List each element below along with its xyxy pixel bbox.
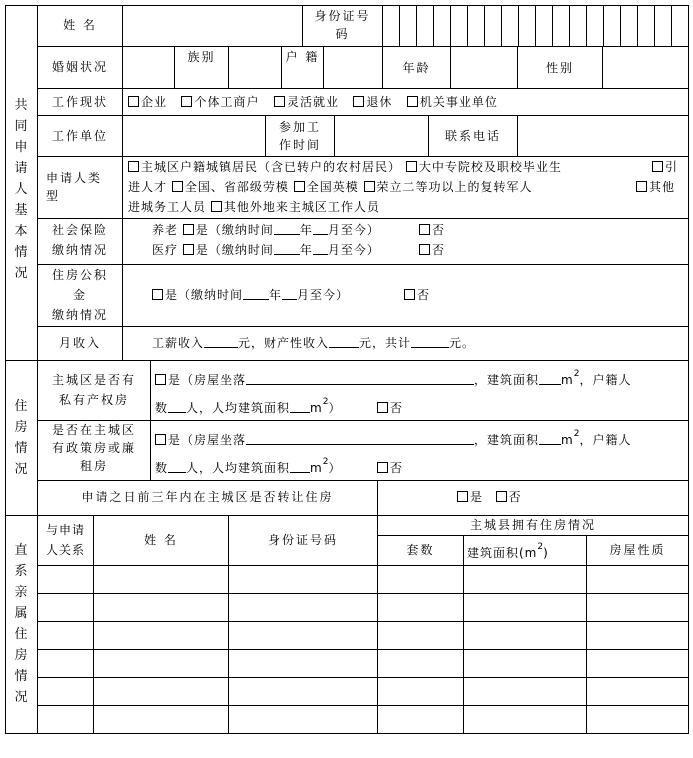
id-number-field[interactable] — [383, 6, 687, 45]
name-cell[interactable] — [94, 706, 227, 732]
checkbox-icon[interactable] — [183, 244, 194, 255]
checkbox-icon[interactable] — [183, 224, 194, 235]
salary-income-input[interactable] — [204, 335, 238, 348]
medical-no[interactable]: 否 — [419, 240, 446, 260]
checkbox-icon[interactable] — [496, 491, 507, 502]
policy-housing-no[interactable]: 否 — [377, 458, 404, 478]
employer-field[interactable] — [123, 116, 264, 155]
checkbox-icon[interactable] — [377, 462, 388, 473]
marital-field[interactable] — [123, 47, 173, 87]
policy-housing-label-line1: 是否在主城区 — [51, 423, 136, 437]
id-cell[interactable] — [229, 622, 376, 648]
private-property-label-line1: 主城区是否有 — [51, 373, 136, 387]
name-cell[interactable] — [94, 622, 227, 648]
id-label-line1: 身份证号 — [314, 9, 371, 23]
checkbox-icon[interactable] — [353, 96, 364, 107]
medical-line: 医疗 是（缴纳时间 年 月至今） — [152, 243, 380, 257]
social-insurance-label-line2: 缴纳情况 — [51, 243, 108, 257]
relation-cell[interactable] — [38, 622, 92, 648]
id-cell[interactable] — [229, 678, 376, 704]
employment-label: 工作现状 — [51, 95, 108, 109]
col-relation-line1: 与申请 — [45, 523, 85, 537]
checkbox-icon[interactable] — [404, 289, 415, 300]
section-relatives-title: 直系亲属住房情况 — [14, 543, 28, 705]
housing-fund-label-line1: 住房公积 — [51, 268, 108, 282]
nature-cell[interactable] — [587, 650, 687, 676]
units-cell[interactable] — [378, 622, 462, 648]
relation-cell[interactable] — [38, 678, 92, 704]
employment-option[interactable]: 企业 — [128, 95, 167, 109]
social-insurance-label-line1: 社会保险 — [51, 223, 108, 237]
applicant-type-line1 — [128, 157, 562, 177]
hukou-label: 户 籍 — [285, 50, 320, 64]
id-cell[interactable] — [229, 594, 376, 620]
policy-housing-line2: 数 人，人均建筑面积 $m^2$） — [155, 457, 342, 475]
col-name: 姓 名 — [144, 533, 178, 547]
checkbox-icon[interactable] — [155, 434, 166, 445]
col-units: 套数 — [406, 543, 435, 557]
id-cell[interactable] — [229, 706, 376, 732]
income-label: 月收入 — [58, 336, 101, 350]
col-nature: 房屋性质 — [609, 543, 666, 557]
employment-options — [128, 92, 498, 112]
col-group-header: 主城县拥有住房情况 — [469, 518, 596, 532]
employer-label: 工作单位 — [51, 129, 108, 143]
housing-fund-label-line3: 缴纳情况 — [51, 308, 108, 322]
checkbox-icon[interactable] — [636, 181, 647, 192]
ethnic-label: 族别 — [187, 50, 216, 64]
name-cell[interactable] — [94, 566, 227, 592]
age-label: 年龄 — [402, 61, 431, 75]
age-field[interactable] — [451, 47, 516, 87]
name-cell[interactable] — [94, 594, 227, 620]
checkbox-icon[interactable] — [128, 161, 139, 172]
units-cell[interactable] — [378, 650, 462, 676]
phone-label: 联系电话 — [444, 129, 501, 143]
transfer-no[interactable]: 否 — [496, 490, 523, 504]
id-cell[interactable] — [229, 566, 376, 592]
private-property-label-line2: 私有产权房 — [58, 393, 129, 407]
nature-cell[interactable] — [587, 594, 687, 620]
relation-cell[interactable] — [38, 650, 92, 676]
pension-line: 养老 是（缴纳时间 年 月至今） — [152, 223, 380, 237]
name-cell[interactable] — [94, 678, 227, 704]
checkbox-icon[interactable] — [172, 181, 183, 192]
policy-housing-label-line3: 租房 — [79, 459, 108, 473]
nature-cell[interactable] — [587, 566, 687, 592]
pension-no[interactable]: 否 — [419, 220, 446, 240]
employment-option[interactable]: 个体工商户 — [181, 95, 259, 109]
ethnic-field[interactable] — [229, 47, 280, 87]
checkbox-icon[interactable] — [407, 96, 418, 107]
income-line: 工薪收入 元，财产性收入 元，共计 元。 — [152, 336, 476, 350]
applicant-type-label-line2: 型 — [46, 189, 61, 203]
employment-option[interactable]: 退休 — [353, 95, 392, 109]
col-id: 身份证号码 — [267, 533, 338, 547]
transfer-yes[interactable]: 是 — [457, 490, 484, 504]
checkbox-icon[interactable] — [155, 374, 166, 385]
nature-cell[interactable] — [587, 678, 687, 704]
checkbox-icon[interactable] — [652, 161, 663, 172]
type-option[interactable]: 全国英模 — [294, 180, 359, 194]
property-income-input[interactable] — [329, 335, 359, 348]
private-property-no[interactable]: 否 — [377, 398, 404, 418]
area-cell[interactable] — [464, 650, 585, 676]
type-option[interactable]: 主城区户籍城镇居民（含已转户的农村居民） — [128, 160, 401, 174]
relation-cell[interactable] — [38, 594, 92, 620]
type-option[interactable]: 其他外地来主城区工作人员 — [211, 200, 380, 214]
employment-option[interactable]: 灵活就业 — [274, 95, 339, 109]
id-label-line2: 码 — [335, 27, 350, 41]
checkbox-icon[interactable] — [294, 181, 305, 192]
name-label: 姓 名 — [63, 18, 97, 32]
hukou-field[interactable] — [324, 47, 381, 87]
transfer-question: 申请之日前三年内在主城区是否转让住房 — [81, 490, 334, 504]
nature-cell[interactable] — [587, 706, 687, 732]
private-property-line1: 是（房屋坐落 ，建筑面积 $m^2$，户籍人 — [155, 370, 631, 390]
checkbox-icon[interactable] — [364, 181, 375, 192]
col-relation-line2: 人关系 — [45, 543, 85, 557]
location-input[interactable] — [246, 372, 474, 385]
area-cell[interactable] — [464, 594, 585, 620]
section-applicant-title: 共同申请人基本情况 — [14, 98, 28, 281]
area-cell[interactable] — [464, 566, 585, 592]
checkbox-icon[interactable] — [419, 244, 430, 255]
type-option[interactable]: 其他 — [636, 177, 675, 197]
housing-fund-yes: 是（缴纳时间 年 月至今） — [152, 285, 349, 305]
checkbox-icon[interactable] — [152, 289, 163, 300]
private-property-line2: 数 人，人均建筑面积 $m^2$） — [155, 397, 342, 415]
units-cell[interactable] — [378, 706, 462, 732]
housing-fund-label-line2: 金 — [72, 288, 87, 302]
total-income-input[interactable] — [411, 335, 449, 348]
checkbox-icon[interactable] — [406, 161, 417, 172]
nature-cell[interactable] — [587, 622, 687, 648]
checkbox-icon[interactable] — [128, 96, 139, 107]
gender-field[interactable] — [603, 47, 687, 87]
relation-cell[interactable] — [38, 706, 92, 732]
checkbox-icon[interactable] — [457, 491, 468, 502]
id-cell[interactable] — [229, 650, 376, 676]
checkbox-icon[interactable] — [274, 96, 285, 107]
name-field[interactable] — [123, 6, 301, 45]
area-cell[interactable] — [464, 706, 585, 732]
work-start-label-line2: 作时间 — [278, 138, 321, 152]
housing-fund-no[interactable]: 否 — [404, 285, 431, 305]
area-cell[interactable] — [464, 678, 585, 704]
relation-cell[interactable] — [38, 566, 92, 592]
phone-field[interactable] — [518, 116, 687, 155]
name-cell[interactable] — [94, 650, 227, 676]
area-cell[interactable] — [464, 622, 585, 648]
col-area: 建筑面积$(m^2)$ — [467, 542, 549, 560]
units-cell[interactable] — [378, 566, 462, 592]
checkbox-icon[interactable] — [377, 402, 388, 413]
work-start-label-line1: 参加工 — [278, 120, 321, 134]
applicant-type-label-line1: 申请人类 — [46, 171, 103, 185]
section-housing-title: 住房情况 — [14, 399, 28, 477]
policy-housing-label-line2: 有政策房或廉 — [51, 441, 136, 455]
applicant-type-line3: 进城务工人员 其他外地来主城区工作人员 — [128, 200, 380, 214]
location-input[interactable] — [246, 432, 474, 445]
type-option[interactable]: 全国、省部级劳模 — [172, 180, 289, 194]
gender-label: 性别 — [545, 61, 574, 75]
checkbox-icon[interactable] — [181, 96, 192, 107]
employment-option[interactable]: 机关事业单位 — [407, 95, 498, 109]
marital-label: 婚姻状况 — [51, 60, 108, 74]
checkbox-icon[interactable] — [211, 201, 222, 212]
transfer-answer — [457, 487, 523, 507]
units-cell[interactable] — [378, 678, 462, 704]
type-option[interactable]: 引 — [652, 157, 678, 177]
type-option[interactable]: 大中专院校及职校毕业生 — [406, 160, 562, 174]
type-option[interactable]: 荣立二等功以上的复转军人 — [364, 180, 533, 194]
work-start-field[interactable] — [335, 116, 427, 155]
checkbox-icon[interactable] — [419, 224, 430, 235]
policy-housing-line1: 是（房屋坐落 ，建筑面积 $m^2$，户籍人 — [155, 430, 631, 450]
applicant-type-line2: 进人才 全国、省部级劳模 全国英模 荣立二等功以上的复转军人 — [128, 180, 533, 194]
units-cell[interactable] — [378, 594, 462, 620]
